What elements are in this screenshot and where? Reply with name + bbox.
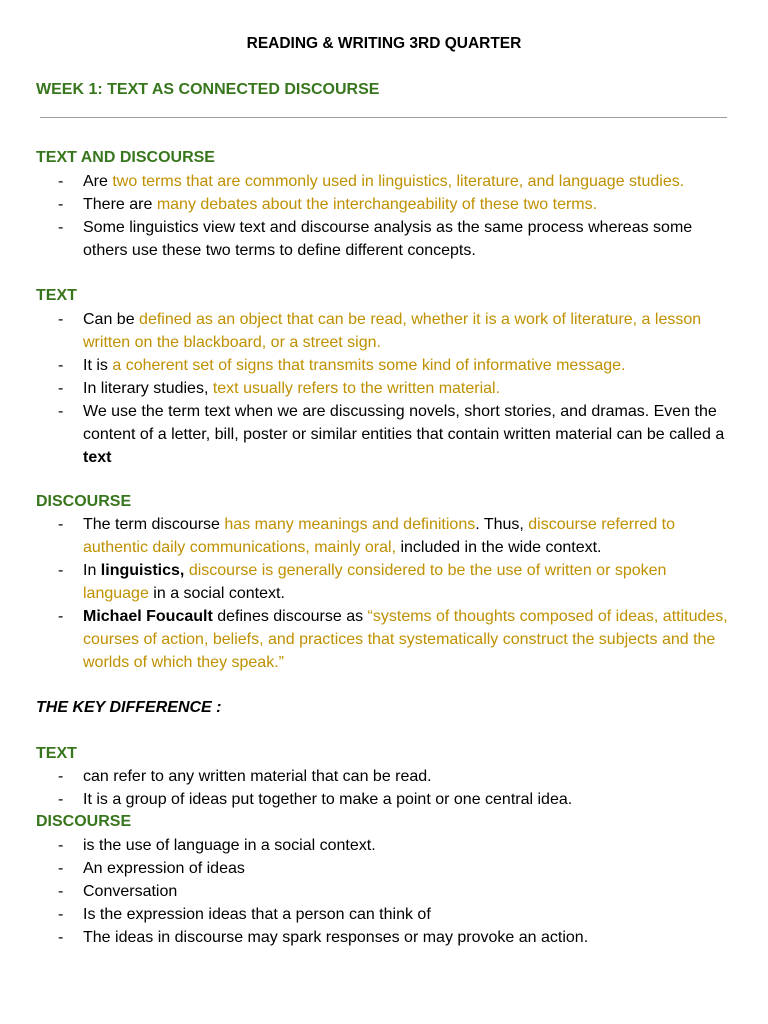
bullet-dash: - (58, 929, 64, 946)
list-item (36, 170, 736, 193)
bullet-text: Conversation (83, 883, 178, 900)
section-heading-text-and-discourse: TEXT AND DISCOURSE (36, 149, 215, 166)
bullet-text: In literary studies, (83, 380, 213, 397)
bullet-text: Can be (83, 311, 140, 328)
bullet-text: Is the expression ideas that a person can think of (83, 906, 431, 923)
bullet-dash: - (58, 311, 64, 328)
list-item (36, 559, 736, 605)
bullet-text: The ideas in discourse may spark responses or may provoke an action. (83, 929, 589, 946)
list-item (36, 880, 736, 903)
bullet-text: can refer to any written material that can be read. (83, 768, 432, 785)
bullet-text: Some linguistics view text and discourse analysis as the same process whereas some others use these two terms to define different concepts. (83, 219, 693, 259)
bullet-text: is the use of language in a social context. (83, 837, 376, 854)
bullet-dash: - (58, 791, 64, 808)
bold-term: linguistics, (100, 562, 185, 579)
highlighted-text: text usually refers to the written material. (212, 380, 501, 397)
discourse-list (36, 513, 736, 674)
bullet-text: in a social context. (148, 585, 285, 602)
highlighted-text: defined as an object that can be read, whether it is a work of literature, a lesson written on the blackboard, or a street sign. (83, 311, 702, 351)
text-list (36, 308, 736, 469)
week-heading: WEEK 1: TEXT AS CONNECTED DISCOURSE (36, 81, 380, 98)
list-item (36, 308, 736, 354)
section-heading-text: TEXT (36, 287, 77, 304)
bullet-dash: - (58, 219, 64, 236)
bullet-text: defines discourse as (212, 608, 368, 625)
section-heading-discourse: DISCOURSE (36, 493, 132, 510)
bullet-text: We use the term text when we are discussing novels, short stories, and dramas. Even the content of a letter, bill, poster or similar entities that contain written material can be called a (83, 403, 725, 443)
bullet-text: There are (83, 196, 157, 213)
list-item (36, 193, 736, 216)
highlighted-text: discourse referred to authentic daily communications, mainly oral, (83, 516, 676, 556)
bullet-dash: - (58, 403, 64, 420)
list-item (36, 400, 736, 469)
bullet-text: An expression of ideas (83, 860, 245, 877)
highlighted-text: a coherent set of signs that transmits some kind of informative message. (112, 357, 626, 374)
bullet-dash: - (58, 860, 64, 877)
highlighted-text: has many meanings and definitions (224, 516, 476, 533)
bullet-dash: - (58, 906, 64, 923)
list-item (36, 377, 736, 400)
bullet-dash: - (58, 196, 64, 213)
list-item (36, 216, 736, 262)
document-title: READING & WRITING 3RD QUARTER (246, 35, 522, 52)
bullet-dash: - (58, 380, 64, 397)
bullet-dash: - (58, 357, 64, 374)
bullet-dash: - (58, 608, 64, 625)
list-item (36, 903, 736, 926)
bullet-text: . Thus, (475, 516, 529, 533)
bullet-dash: - (58, 173, 64, 190)
list-item (36, 926, 736, 949)
highlighted-text: many debates about the interchangeability of these two terms. (156, 196, 598, 213)
list-item (36, 765, 736, 788)
key-difference-discourse-list (36, 834, 736, 949)
highlighted-text: two terms that are commonly used in linguistics, literature, and language studies. (112, 173, 685, 190)
list-item (36, 513, 736, 559)
bullet-dash: - (58, 562, 64, 579)
key-difference-discourse-heading: DISCOURSE (36, 813, 132, 830)
key-difference-text-heading: TEXT (36, 745, 77, 762)
bold-term: Michael Foucault (83, 608, 213, 625)
bullet-dash: - (58, 837, 64, 854)
bullet-text: It is (83, 357, 113, 374)
list-item (36, 605, 736, 674)
bullet-text: Are (83, 173, 113, 190)
bold-term: text (83, 449, 112, 466)
highlighted-text: discourse is generally considered to be the use of written or spoken language (83, 562, 667, 602)
list-item (36, 857, 736, 880)
bullet-dash: - (58, 883, 64, 900)
list-item (36, 354, 736, 377)
text-and-discourse-list (36, 170, 736, 262)
bullet-text: In (83, 562, 101, 579)
bullet-text: The term discourse (83, 516, 225, 533)
list-item (36, 834, 736, 857)
key-difference-text-list (36, 765, 736, 811)
bullet-text: included in the wide context. (396, 539, 602, 556)
bullet-text: It is a group of ideas put together to make a point or one central idea. (83, 791, 573, 808)
highlighted-text: “systems of thoughts composed of ideas, attitudes, courses of action, beliefs, and practices that systematically construct the subjects and the worlds of which they speak.” (83, 608, 728, 671)
list-item (36, 788, 736, 811)
key-difference-heading: THE KEY DIFFERENCE : (36, 699, 222, 716)
bullet-dash: - (58, 768, 64, 785)
horizontal-divider (40, 117, 727, 118)
bullet-dash: - (58, 516, 64, 533)
